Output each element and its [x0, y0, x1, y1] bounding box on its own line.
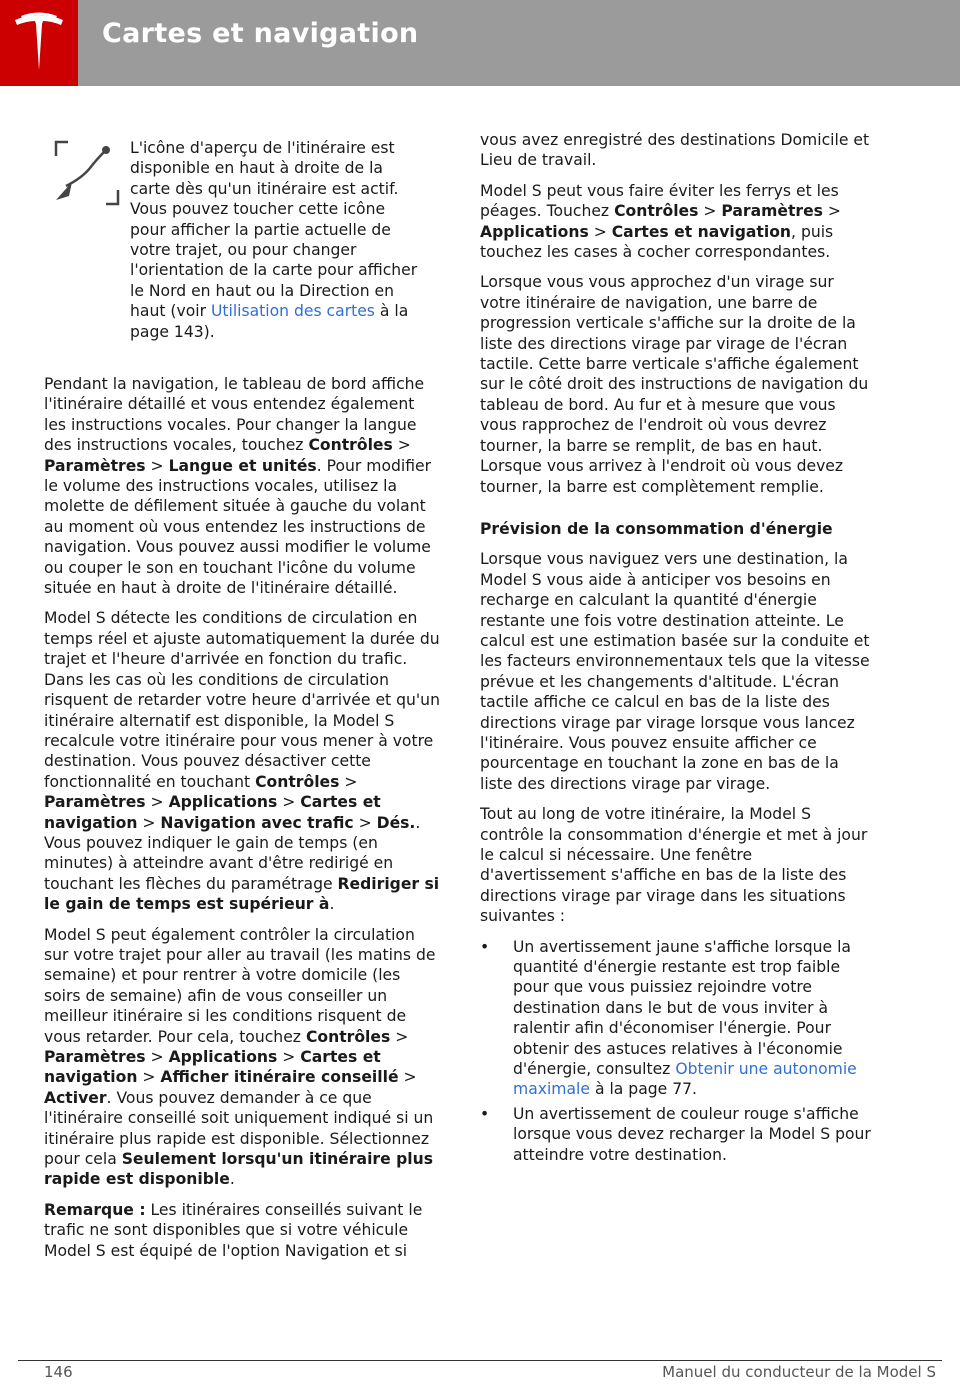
warning-list [480, 937, 876, 1165]
section-heading-energy: Prévision de la consommation d'énergie [480, 519, 833, 538]
right-column [480, 130, 876, 1169]
route-overview-description: L'icône d'aperçu de l'itinéraire est disponible en haut à droite de la carte dès qu'un itinéraire est actif. Vous pouvez toucher cette icône pour afficher la partie actuelle de votre trajet, ou pour changer l'orientation de la carte pour afficher le Nord en haut ou la Direction en haut (voir Utilisation des cartes à la page 143). [130, 139, 418, 341]
paragraph-voice-instructions: Pendant la navigation, le tableau de bord affiche l'itinéraire détaillé et vous entendez également les instructions vocales. Pour changer la langue des instructions vocales, touchez Contrôles > Paramètres > Langue et unités. Pour modifier le volume des instructions vocales, utilisez la molette de défilement située à gauche du volant au moment où vous entendez les instructions de navigation. Vous pouvez aussi modifier le volume ou couper le son en touchant l'icône du volume située en haut à droite de l'itinéraire détaillé. [44, 375, 432, 598]
page-number: 146 [44, 1363, 73, 1381]
page-title: Cartes et navigation [102, 18, 419, 49]
footer-divider [18, 1360, 942, 1361]
footer-manual-title: Manuel du conducteur de la Model S [662, 1363, 936, 1381]
paragraph-energy-monitoring: Tout au long de votre itinéraire, la Model S contrôle la consommation d'énergie et met à jour le calcul si nécessaire. Une fenêtre d'avertissement s'affiche en bas de la liste des directions virage par virage dans les situations suivantes : [480, 805, 868, 926]
tesla-t-icon [13, 12, 65, 74]
page-header [0, 0, 960, 86]
bullet-icon: • [480, 937, 490, 956]
list-item: • Un avertissement jaune s'affiche lorsque la quantité d'énergie restante est trop faible pour que vous puissiez rejoindre votre destination dans le but de vous inviter à ralentir afin d'économiser l'énergie. Pour obtenir des astuces relatives à l'économie d'énergie, consultez Obtenir une autonomie maximale à la page 77. [480, 937, 857, 1099]
bullet-icon: • [480, 1104, 490, 1123]
paragraph-commute-advice: Model S peut également contrôler la circulation sur votre trajet pour aller au travail (les matins de semaine) et pour rentrer à votre domicile (les soirs de semaine) afin de vous conseiller un meilleur itinéraire si les conditions risquent de vous retarder. Pour cela, touchez Contrôles > Paramètres > Applications > Cartes et navigation > Afficher itinéraire conseillé > Activer. Vous pouvez demander à ce que l'itinéraire conseillé soit uniquement indiqué si un itinéraire plus rapide est disponible. Sélectionnez pour cela Seulement lorsqu'un itinéraire plus rapide est disponible. [44, 925, 436, 1189]
paragraph-continuation: vous avez enregistré des destinations Domicile et Lieu de travail. [480, 131, 870, 170]
paragraph-traffic-rerouting: Model S détecte les conditions de circulation en temps réel et ajuste automatiquement la durée du trajet et l'heure d'arrivée en fonction du trafic. Dans les cas où les conditions de circulation risquent de retarder votre heure d'arrivée et qu'un itinéraire alternatif est disponible, la Model S recalcule votre itinéraire pour vous mener à votre destination. Vous pouvez désactiver cette fonctionnalité en touchant Contrôles > Paramètres > Applications > Cartes et navigation > Navigation avec trafic > Dés.. Vous pouvez indiquer le gain de temps (en minutes) à atteindre avant d'être redirigé en touchant les flèches du paramétrage Rediriger si le gain de temps est supérieur à. [44, 609, 440, 914]
paragraph-progress-bar: Lorsque vous vous approchez d'un virage sur votre itinéraire de navigation, une barre de progression verticale s'affiche sur la droite de la liste des directions virage par virage de l'écran tactile. Cette barre verticale s'affiche également sur le côté droit des instructions de navigation du tableau de bord. Au fur et à mesure que vous vous rapprochez de l'endroit où vous devrez tourner, la barre se remplit, de bas en haut. Lorsque vous arrivez à l'endroit où vous devez tourner, la barre est complètement remplie. [480, 273, 869, 496]
link-utilisation-des-cartes[interactable]: Utilisation des cartes [210, 302, 375, 321]
list-item: • Un avertissement de couleur rouge s'affiche lorsque vous devez recharger la Model S pour atteindre votre destination. [480, 1104, 871, 1164]
paragraph-energy-prediction: Lorsque vous naviguez vers une destination, la Model S vous aide à anticiper vos besoins en recharge en calculant la quantité d'énergie restante une fois votre destination atteinte. Le calcul est une estimation basée sur la conduite et les facteurs environnementaux tels que la vitesse prévue et les changements d'altitude. L'écran tactile affiche ce calcul en bas de la liste des directions virage par virage lorsque vous lancez l'itinéraire. Vous pouvez ensuite afficher ce pourcentage en touchant la zone en bas de la liste des directions virage par virage. [480, 550, 870, 793]
paragraph-avoid-tolls: Model S peut vous faire éviter les ferrys et les péages. Touchez Contrôles > Paramètres > Applications > Cartes et navigation, puis touchez les cases à cocher correspondantes. [480, 181, 841, 262]
note-paragraph: Remarque : Les itinéraires conseillés suivant le trafic ne sont disponibles que si votre véhicule Model S est équipé de l'option Navigation et si [44, 1200, 423, 1260]
left-column [44, 374, 440, 1271]
tesla-logo [0, 0, 78, 86]
link-obtenir-autonomie-maximale[interactable]: Obtenir une autonomie maximale [513, 1060, 857, 1099]
route-overview-icon [52, 138, 122, 208]
